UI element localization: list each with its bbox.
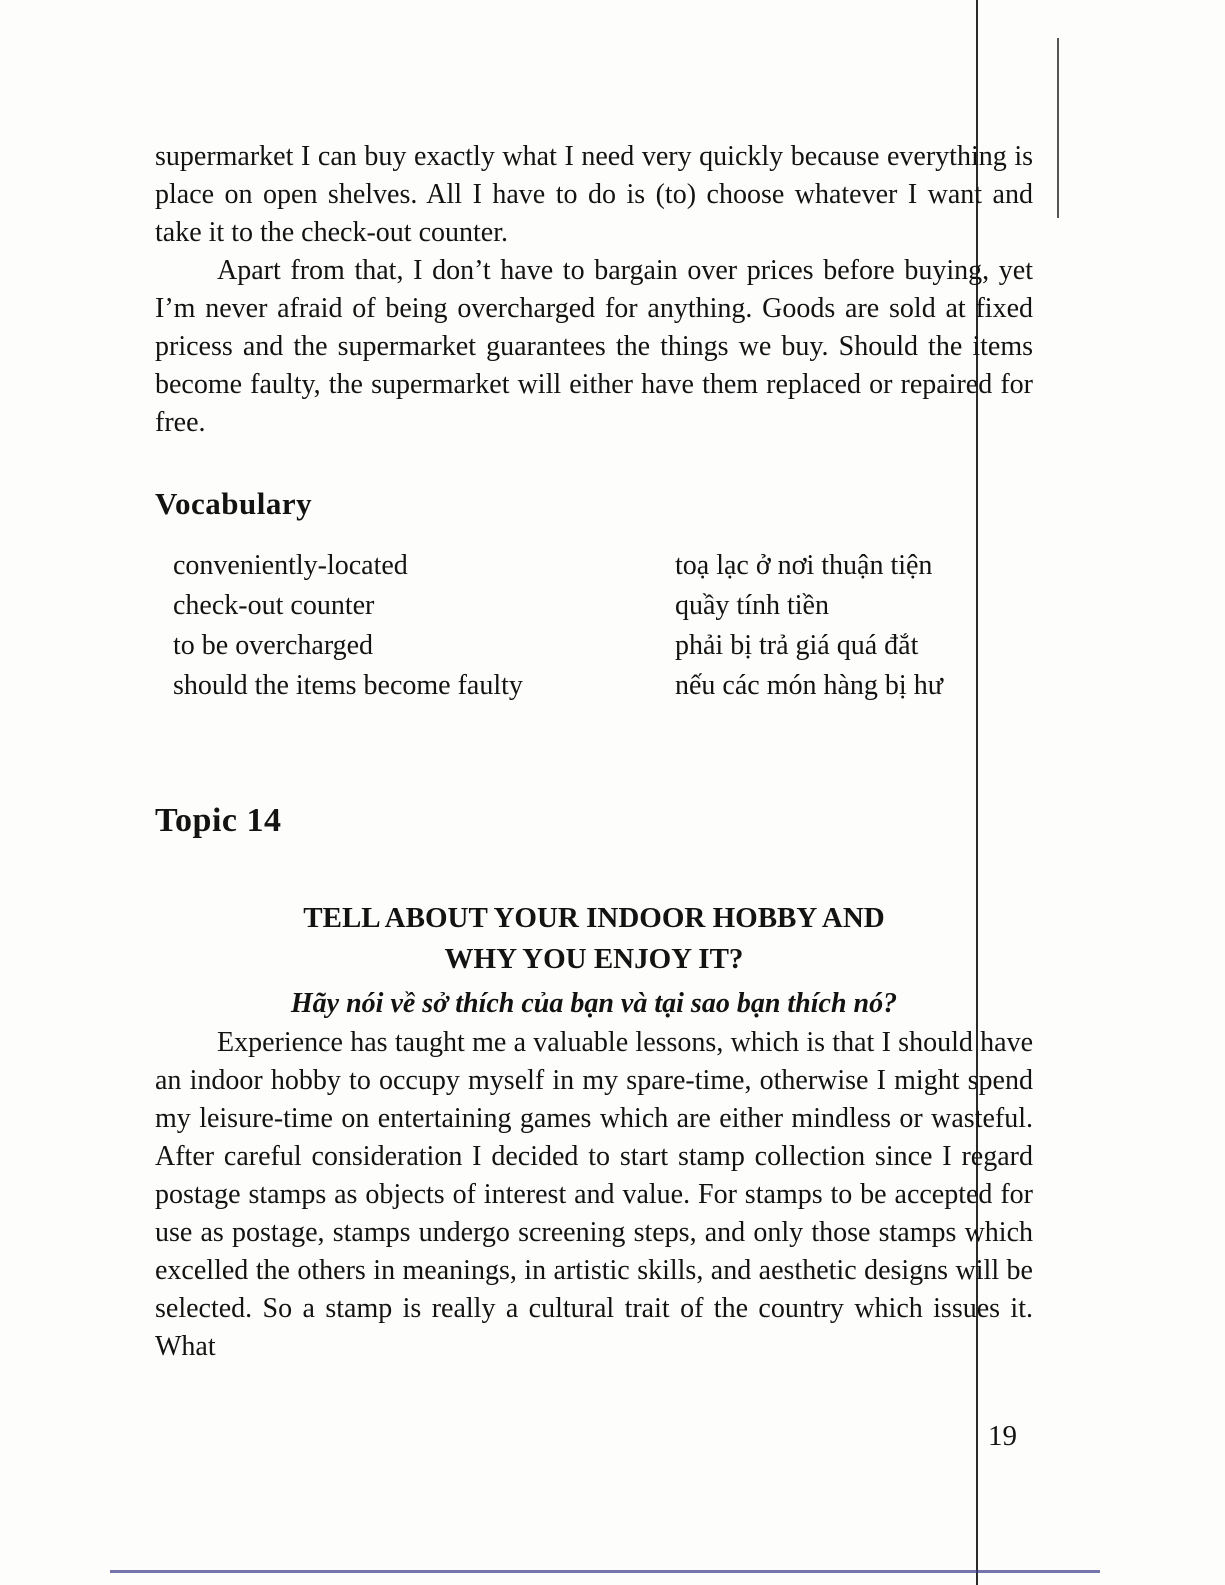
vocab-term-vi: phải bị trả giá quá đắt [675,630,919,661]
body-paragraph: Experience has taught me a valuable lessons, which is that I should have an indoor hobby to occupy myself in my spare-time, otherwise I might spend my leisure-time on entertaining games which are either mindless or wasteful. After careful consideration I decided to start stamp collection since I regard postage stamps as objects of interest and value. For stamps to be accepted for use as postage, stamps undergo screening steps, and only those stamps which excelled the others in meanings, in artistic skills, and aesthetic designs will be selected. So a stamp is really a cultural trait of the country which issues it. What [155,1027,1033,1362]
vocabulary-list [155,546,1033,706]
essay-subtitle: Hãy nói về sở thích của bạn và tại sao bạn thích nó? [290,988,898,1019]
essay-title-line1: TELL ABOUT YOUR INDOOR HOBBY AND [303,902,885,934]
vocab-term-en: to be overcharged [173,630,374,661]
vocab-term-vi: quầy tính tiền [675,590,829,621]
vocab-row [173,626,1033,666]
body-paragraph: supermarket I can buy exactly what I need very quickly because everything is place on open shelves. All I have to do is (to) choose whatever I want and take it to the check-out counter. [155,141,1033,248]
vocab-term-vi: nếu các món hàng bị hư [675,670,943,701]
vocab-term-en: should the items become faulty [173,670,523,701]
vocab-term-vi: toạ lạc ở nơi thuận tiện [675,550,933,581]
vocab-row [173,546,1033,586]
vocab-term-en: conveniently-located [173,550,408,581]
body-paragraph: Apart from that, I don’t have to bargain over prices before buying, yet I’m never afraid of being overcharged for anything. Goods are sold at fixed pricess and the supermarket guarantees the things we buy. Should the items become faulty, the supermarket will either have them replaced or repaired for free. [155,255,1033,438]
scan-artifact-line [1057,38,1059,218]
page-content [155,138,1033,1366]
topic-heading: Topic 14 [155,802,282,839]
vocab-row [173,666,1033,706]
page-number: 19 [988,1420,1017,1452]
vocab-term-en: check-out counter [173,590,375,621]
essay-title-line2: WHY YOU ENJOY IT? [444,943,744,975]
vocab-row [173,586,1033,626]
essay-title [155,898,1033,980]
vocabulary-heading: Vocabulary [155,486,313,521]
scan-bottom-edge [110,1570,1100,1573]
